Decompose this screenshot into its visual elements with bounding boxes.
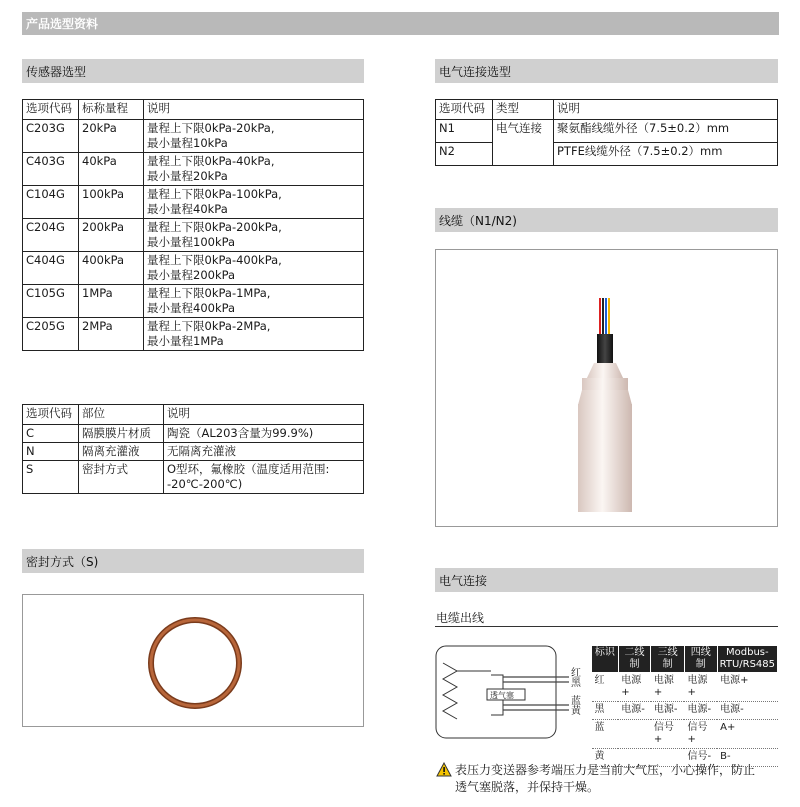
sensor-section-bar	[22, 59, 364, 83]
col-header: 说明	[144, 100, 364, 120]
col-header: 部位	[79, 405, 164, 425]
page-title: 产品选型资料	[26, 17, 99, 31]
range-cell: 1MPa	[79, 285, 144, 318]
desc-cell	[144, 285, 364, 318]
code-cell: C404G	[23, 252, 79, 285]
desc-line: 量程上下限0kPa-100kPa,	[147, 187, 282, 201]
range-cell: 400kPa	[79, 252, 144, 285]
table-cell: 电源+	[684, 673, 717, 702]
seal-section-bar	[22, 549, 364, 573]
range-cell: 20kPa	[79, 120, 144, 153]
wire-label-red: 红	[571, 668, 581, 679]
warning-line: 表压力变送器参考端压力是当前大气压，小心操作，防止	[455, 763, 756, 777]
col-header: 二线制	[618, 646, 651, 673]
part-cell: 密封方式	[79, 461, 164, 494]
table-cell: 黑	[592, 702, 619, 720]
table-cell: 电源-	[618, 702, 651, 720]
desc-line: 最小量程100kPa	[147, 235, 236, 249]
code-cell: C204G	[23, 219, 79, 252]
table-row	[23, 285, 364, 318]
wire-label-yellow: 黄	[571, 706, 581, 717]
desc-line: 量程上下限0kPa-200kPa,	[147, 220, 282, 234]
table-cell: 电源+	[618, 673, 651, 702]
code-cell: N	[23, 443, 79, 461]
header-bar	[22, 12, 779, 35]
desc-cell	[144, 186, 364, 219]
part-cell: 隔膜膜片材质	[79, 425, 164, 443]
table-row	[23, 425, 364, 443]
code-cell: C	[23, 425, 79, 443]
col-header: 说明	[554, 100, 778, 120]
connection-section-bar	[435, 568, 778, 592]
table-row	[23, 219, 364, 252]
cable-outlet-subtitle: 电缆出线	[436, 611, 485, 625]
desc-line: O型环，氟橡胶（温度适用范围:	[167, 462, 330, 476]
warning-icon	[436, 762, 452, 777]
table-row	[23, 252, 364, 285]
desc-line: 最小量程400kPa	[147, 301, 236, 315]
desc-cell	[164, 461, 364, 494]
code-cell: C104G	[23, 186, 79, 219]
desc-line: 量程上下限0kPa-1MPa,	[147, 286, 271, 300]
table-row	[23, 186, 364, 219]
desc-line: 最小量程1MPa	[147, 334, 224, 348]
table-row	[23, 461, 364, 494]
desc-line: 最小量程40kPa	[147, 202, 228, 216]
code-cell: S	[23, 461, 79, 494]
col-header: 选项代码	[23, 100, 79, 120]
table-row	[436, 143, 778, 166]
table-cell: 电源+	[717, 673, 777, 702]
table-header-row	[23, 405, 364, 425]
col-header: 说明	[164, 405, 364, 425]
seal-image-frame	[22, 594, 364, 727]
table-header-row	[592, 646, 778, 673]
type-cell: 电气连接	[493, 120, 554, 166]
table-row	[23, 153, 364, 186]
table-row	[23, 318, 364, 351]
table-row	[592, 702, 778, 720]
electrical-table	[435, 99, 778, 166]
code-cell: C205G	[23, 318, 79, 351]
desc-line: 最小量程10kPa	[147, 136, 228, 150]
electrical-section-bar	[435, 59, 778, 83]
table-cell: 蓝	[592, 720, 619, 749]
desc-line: 量程上下限0kPa-40kPa,	[147, 154, 275, 168]
desc-cell: 无隔离充灌液	[164, 443, 364, 461]
code-cell: C403G	[23, 153, 79, 186]
material-table	[22, 404, 364, 494]
col-header: 标识	[592, 646, 619, 673]
table-row	[592, 720, 778, 749]
part-cell: 隔离充灌液	[79, 443, 164, 461]
col-header: 四线制	[684, 646, 717, 673]
desc-line: 最小量程20kPa	[147, 169, 228, 183]
col-header: 选项代码	[23, 405, 79, 425]
code-cell: C203G	[23, 120, 79, 153]
table-row	[592, 673, 778, 702]
cable-section-title: 线缆（N1/N2)	[439, 213, 517, 228]
sensor-table	[22, 99, 364, 351]
table-cell: 红	[592, 673, 619, 702]
range-cell: 2MPa	[79, 318, 144, 351]
table-cell: B-	[717, 749, 777, 767]
col-header: 选项代码	[436, 100, 493, 120]
table-cell: 电源-	[717, 702, 777, 720]
transmitter-image	[436, 250, 777, 526]
table-cell	[618, 720, 651, 749]
table-cell: 信号+	[684, 720, 717, 749]
table-cell: 黄	[592, 749, 619, 767]
desc-cell: PTFE线缆外径（7.5±0.2）mm	[554, 143, 778, 166]
desc-line: 量程上下限0kPa-2MPa,	[147, 319, 271, 333]
desc-cell	[144, 120, 364, 153]
warning-note	[455, 762, 785, 796]
range-cell: 40kPa	[79, 153, 144, 186]
desc-cell	[144, 219, 364, 252]
range-cell: 200kPa	[79, 219, 144, 252]
table-cell: 信号+	[651, 720, 685, 749]
desc-cell	[144, 153, 364, 186]
table-row	[23, 443, 364, 461]
col-header: Modbus-RTU/RS485	[717, 646, 777, 673]
vent-plug-label: 透气塞	[490, 691, 514, 700]
table-header-row	[436, 100, 778, 120]
code-cell: N2	[436, 143, 493, 166]
wire-label-black: 黑	[571, 678, 581, 689]
connection-section-title: 电气连接	[439, 573, 488, 588]
table-row	[436, 120, 778, 143]
table-cell: A+	[717, 720, 777, 749]
code-cell: N1	[436, 120, 493, 143]
col-header: 标称量程	[79, 100, 144, 120]
table-cell: 电源-	[651, 702, 685, 720]
warning-line: 透气塞脱落，并保持干燥。	[455, 780, 600, 794]
desc-cell: 聚氨酯线缆外径（7.5±0.2）mm	[554, 120, 778, 143]
col-header: 类型	[493, 100, 554, 120]
desc-cell	[144, 252, 364, 285]
table-cell: 电源-	[684, 702, 717, 720]
table-header-row	[23, 100, 364, 120]
table-cell: 电源+	[651, 673, 685, 702]
desc-line: 最小量程200kPa	[147, 268, 236, 282]
electrical-section-title: 电气连接选型	[439, 64, 512, 79]
desc-line: -20℃-200℃)	[167, 477, 243, 491]
cable-image-frame	[435, 249, 778, 527]
table-row	[23, 120, 364, 153]
desc-cell	[144, 318, 364, 351]
code-cell: C105G	[23, 285, 79, 318]
desc-cell: 陶瓷（AL203含量为99.9%)	[164, 425, 364, 443]
o-ring-image	[23, 595, 363, 726]
table-cell: 信号-	[684, 749, 717, 767]
wiring-table	[591, 645, 778, 767]
seal-section-title: 密封方式（S)	[26, 554, 99, 569]
col-header: 三线制	[651, 646, 685, 673]
desc-line: 量程上下限0kPa-400kPa,	[147, 253, 282, 267]
wire-label-blue: 蓝	[571, 696, 581, 707]
range-cell: 100kPa	[79, 186, 144, 219]
cable-section-bar	[435, 208, 778, 232]
subtitle-underline	[435, 626, 778, 627]
desc-line: 量程上下限0kPa-20kPa,	[147, 121, 275, 135]
sensor-section-title: 传感器选型	[26, 64, 87, 79]
